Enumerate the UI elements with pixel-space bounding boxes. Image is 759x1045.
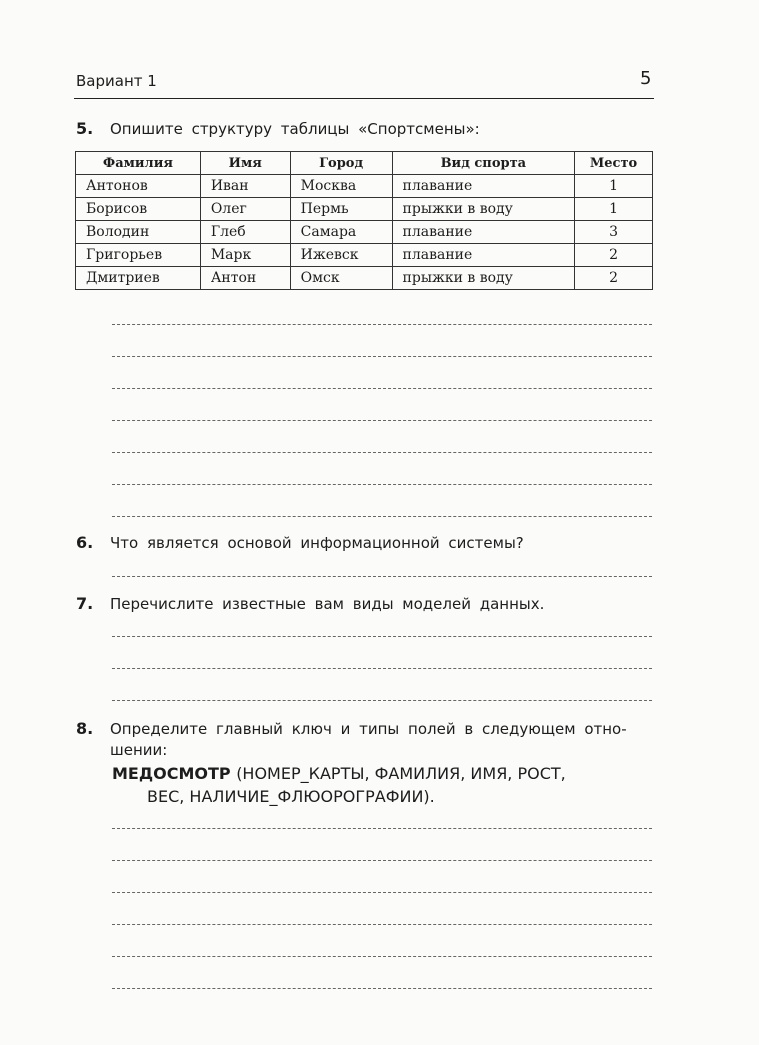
cell-name: Иван — [200, 175, 290, 198]
relation-attributes-line2: ВЕС, НАЛИЧИЕ_ФЛЮОРОГРАФИИ). — [147, 787, 435, 806]
answer-line[interactable] — [112, 892, 652, 893]
question-8-text-line1: Определите главный ключ и типы полей в следующем отно- — [110, 720, 627, 738]
answer-line[interactable] — [112, 576, 652, 577]
cell-place: 2 — [575, 267, 653, 290]
answer-line[interactable] — [112, 828, 652, 829]
cell-place: 3 — [575, 221, 653, 244]
header-divider — [74, 98, 654, 99]
column-header-name: Имя — [200, 152, 290, 175]
table-row — [76, 244, 653, 267]
cell-city: Самара — [290, 221, 392, 244]
relation-name: МЕДОСМОТР — [112, 764, 231, 783]
page-number: 5 — [640, 68, 652, 89]
answer-line[interactable] — [112, 860, 652, 861]
header-title: Вариант 1 — [76, 72, 157, 90]
cell-place: 1 — [575, 175, 653, 198]
answer-line[interactable] — [112, 356, 652, 357]
answer-line[interactable] — [112, 988, 652, 989]
cell-surname: Дмитриев — [76, 267, 201, 290]
cell-sport: плавание — [392, 175, 575, 198]
table-header-row — [76, 152, 653, 175]
cell-surname: Володин — [76, 221, 201, 244]
answer-line[interactable] — [112, 668, 652, 669]
answer-line[interactable] — [112, 636, 652, 637]
question-7-text: Перечислите известные вам виды моделей данных. — [110, 595, 545, 613]
column-header-place: Место — [575, 152, 653, 175]
cell-name: Марк — [200, 244, 290, 267]
cell-city: Пермь — [290, 198, 392, 221]
answer-line[interactable] — [112, 700, 652, 701]
column-header-surname: Фамилия — [76, 152, 201, 175]
table-row — [76, 267, 653, 290]
answer-line[interactable] — [112, 324, 652, 325]
answer-line[interactable] — [112, 388, 652, 389]
cell-sport: плавание — [392, 221, 575, 244]
cell-name: Олег — [200, 198, 290, 221]
question-8-text-line2: шении: — [110, 741, 168, 759]
question-6-text: Что является основой информационной системы? — [110, 534, 524, 552]
answer-line[interactable] — [112, 452, 652, 453]
cell-name: Глеб — [200, 221, 290, 244]
cell-surname: Борисов — [76, 198, 201, 221]
column-header-sport: Вид спорта — [392, 152, 575, 175]
cell-place: 1 — [575, 198, 653, 221]
cell-sport: плавание — [392, 244, 575, 267]
question-5-number: 5. — [76, 119, 94, 138]
question-7-number: 7. — [76, 594, 94, 613]
relation-attributes-line1: (НОМЕР_КАРТЫ, ФАМИЛИЯ, ИМЯ, РОСТ, — [236, 764, 566, 783]
cell-sport: прыжки в воду — [392, 267, 575, 290]
cell-name: Антон — [200, 267, 290, 290]
cell-city: Омск — [290, 267, 392, 290]
column-header-city: Город — [290, 152, 392, 175]
answer-line[interactable] — [112, 484, 652, 485]
athletes-table — [75, 151, 653, 290]
relation-first-line — [112, 764, 566, 783]
cell-surname: Григорьев — [76, 244, 201, 267]
question-8-number: 8. — [76, 719, 94, 738]
answer-line[interactable] — [112, 420, 652, 421]
answer-line[interactable] — [112, 924, 652, 925]
question-5-text: Опишите структуру таблицы «Спортсмены»: — [110, 120, 480, 138]
table-row — [76, 198, 653, 221]
cell-surname: Антонов — [76, 175, 201, 198]
cell-place: 2 — [575, 244, 653, 267]
question-6-number: 6. — [76, 533, 94, 552]
cell-city: Ижевск — [290, 244, 392, 267]
table-row — [76, 175, 653, 198]
answer-line[interactable] — [112, 516, 652, 517]
table-row — [76, 221, 653, 244]
cell-sport: прыжки в воду — [392, 198, 575, 221]
cell-city: Москва — [290, 175, 392, 198]
answer-line[interactable] — [112, 956, 652, 957]
